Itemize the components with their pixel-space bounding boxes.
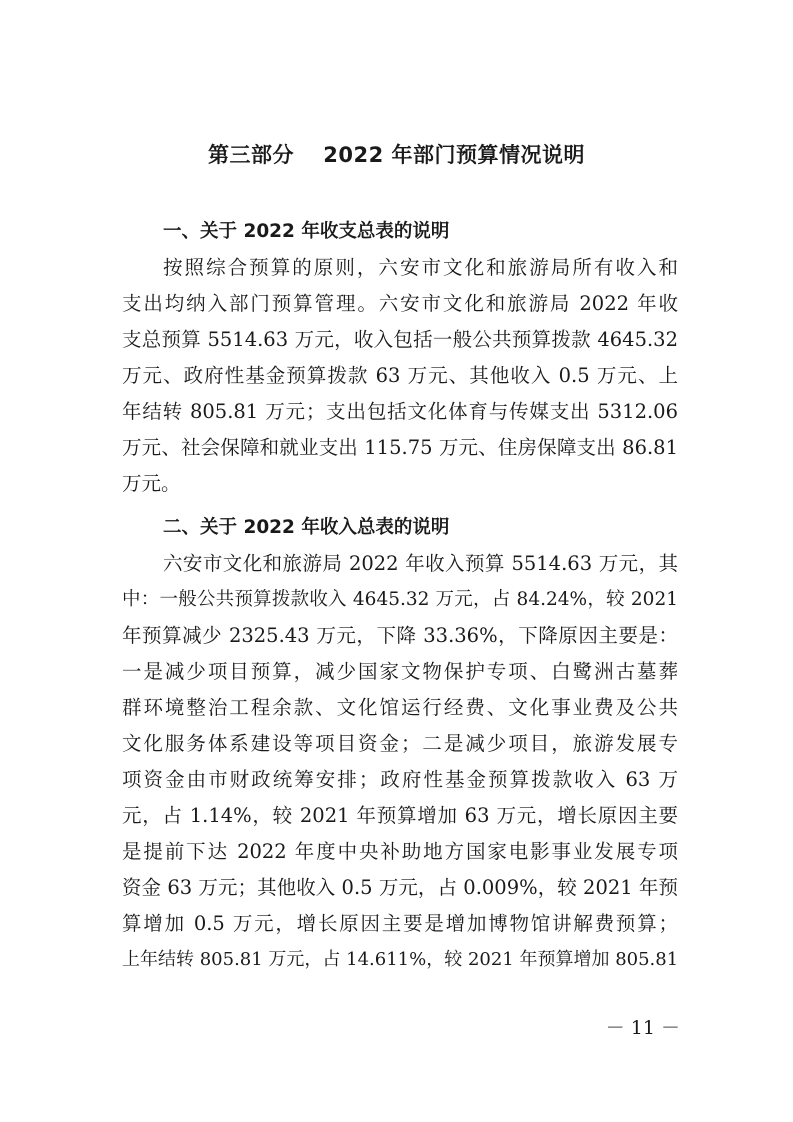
paragraph-line: 万元、政府性基金预算拨款 63 万元、其他收入 0.5 万元、上 (122, 364, 678, 387)
paragraph-line: 年预算减少 2325.43 万元，下降 33.36%，下降原因主要是： (122, 624, 678, 647)
paragraph-line: 算增加 0.5 万元，增长原因主要是增加博物馆讲解费预算； (122, 912, 678, 935)
paragraph-line: 万元。 (122, 472, 181, 495)
section-heading-1: 一、关于 2022 年收支总表的说明 (163, 221, 450, 242)
paragraph-line: 六安市文化和旅游局 2022 年收入预算 5514.63 万元，其 (163, 552, 678, 575)
paragraph-line: 一是减少项目预算，减少国家文物保护专项、白鹭洲古墓葬 (122, 660, 678, 683)
paragraph-line: 元，占 1.14%，较 2021 年预算增加 63 万元，增长原因主要 (122, 804, 678, 827)
paragraph-line: 年结转 805.81 万元；支出包括文化体育与传媒支出 5312.06 (122, 400, 678, 423)
paragraph-line: 支总预算 5514.63 万元，收入包括一般公共预算拨款 4645.32 (122, 328, 678, 351)
paragraph-line: 按照综合预算的原则，六安市文化和旅游局所有收入和 (163, 256, 678, 279)
paragraph-line: 文化服务体系建设等项目资金；二是减少项目，旅游发展专 (122, 732, 678, 755)
paragraph-line: 项资金由市财政统筹安排；政府性基金预算拨款收入 63 万 (122, 768, 678, 791)
paragraph-line: 资金 63 万元；其他收入 0.5 万元，占 0.009%，较 2021 年预 (122, 876, 678, 899)
paragraph-line: 中：一般公共预算拨款收入 4645.32 万元，占 84.24%，较 2021 (122, 589, 678, 610)
page-title: 第三部分 2022 年部门预算情况说明 (207, 143, 586, 167)
paragraph-line: 是提前下达 2022 年度中央补助地方国家电影事业发展专项 (122, 840, 678, 863)
paragraph-line: 群环境整治工程余款、文化馆运行经费、文化事业费及公共 (122, 696, 678, 719)
paragraph-line: 支出均纳入部门预算管理。六安市文化和旅游局 2022 年收 (122, 292, 678, 315)
paragraph-line: 万元、社会保障和就业支出 115.75 万元、住房保障支出 86.81 (122, 436, 678, 459)
paragraph-line: 上年结转 805.81 万元，占 14.611%，较 2021 年预算增加 805.81 (122, 949, 679, 970)
page-number: － 11 － (605, 1017, 680, 1039)
section-heading-2: 二、关于 2022 年收入总表的说明 (163, 517, 450, 538)
